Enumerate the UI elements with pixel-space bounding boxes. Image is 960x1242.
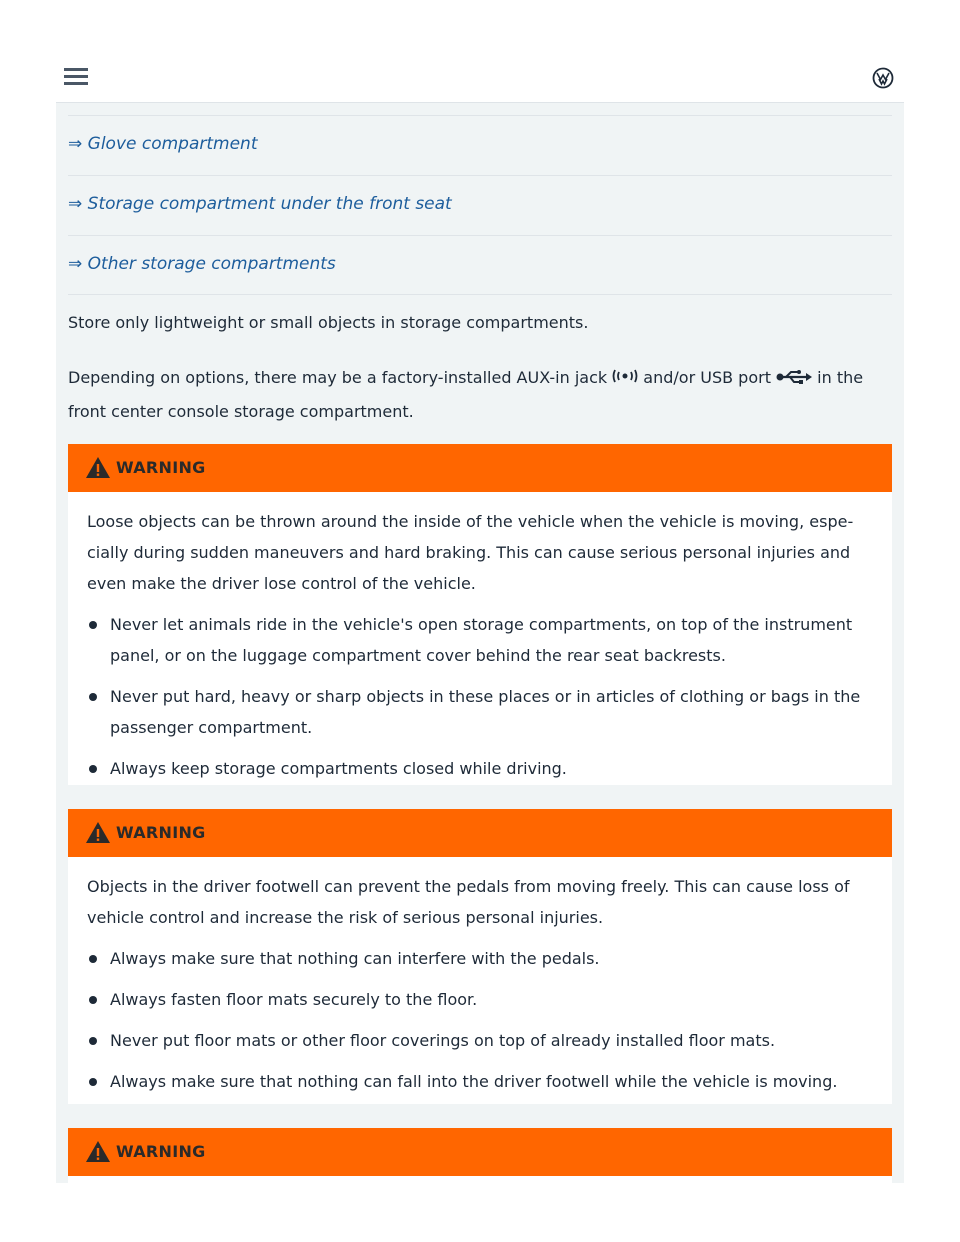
- intro-text: Depending on options, there may be a factory-installed AUX-in jack: [68, 368, 613, 387]
- link-storage-under-front-seat[interactable]: [68, 175, 892, 235]
- bullet-icon: [89, 621, 97, 629]
- warning-bullet: [87, 943, 873, 974]
- bullet-text-line: Never put floor mats or other floor coverings on top of already installed floor mats.: [110, 1031, 776, 1050]
- warning-title: WARNING: [116, 823, 206, 842]
- bullet-text-line: Always fasten floor mats securely to the floor.: [110, 990, 478, 1009]
- warning-bullet: [87, 609, 873, 671]
- bullet-icon: [89, 1078, 97, 1086]
- warning-header: [68, 1128, 892, 1176]
- warning-header: [68, 444, 892, 492]
- bullet-text-line: Always keep storage compartments closed while driving.: [110, 759, 567, 778]
- warning-title: WARNING: [116, 458, 206, 477]
- aux-in-jack-icon: [612, 364, 638, 396]
- warning-header: [68, 809, 892, 857]
- warning-triangle-icon: [85, 821, 111, 844]
- warning-triangle-icon: [85, 1140, 111, 1163]
- intro-text: in the: [812, 368, 864, 387]
- warning-text-line: Objects in the driver footwell can prevent the pedals from moving freely. This can cause loss of: [87, 877, 850, 896]
- intro-text: front center console storage compartment.: [68, 402, 414, 421]
- usb-port-icon: [776, 364, 812, 396]
- intro-paragraph-2: [68, 362, 863, 428]
- warning-box: [68, 809, 892, 1104]
- warning-text-line: vehicle control and increase the risk of serious personal injuries.: [87, 908, 604, 927]
- warning-box: [68, 444, 892, 785]
- warning-box: [68, 1128, 892, 1183]
- warning-bullet: [87, 753, 873, 784]
- warning-body: [68, 857, 892, 1097]
- bullet-icon: [89, 693, 97, 701]
- link-label[interactable]: ⇒ Glove compartment: [68, 134, 258, 154]
- vw-logo-icon[interactable]: [872, 67, 894, 89]
- intro-paragraph-1: Store only lightweight or small objects in storage compartments.: [68, 313, 589, 332]
- link-label[interactable]: ⇒ Other storage compartments: [68, 254, 336, 274]
- top-header: [56, 50, 904, 103]
- warning-body: [68, 492, 892, 784]
- warning-text-line: Loose objects can be thrown around the inside of the vehicle when the vehicle is moving, espe-: [87, 512, 854, 531]
- intro-text: and/or USB port: [638, 368, 777, 387]
- content-area: [56, 103, 904, 1183]
- bullet-icon: [89, 1037, 97, 1045]
- bullet-text-line: passenger compartment.: [110, 718, 313, 737]
- warning-text-line: cially during sudden maneuvers and hard braking. This can cause serious personal injuries and: [87, 543, 851, 562]
- bullet-text-line: panel, or on the luggage compartment cover behind the rear seat backrests.: [110, 646, 726, 665]
- warning-bullet: [87, 984, 873, 1015]
- hamburger-menu-icon[interactable]: [64, 66, 90, 88]
- warning-bullet: [87, 1066, 873, 1097]
- warning-bullet: [87, 1025, 873, 1056]
- bullet-text-line: Never put hard, heavy or sharp objects in these places or in articles of clothing or bags in the: [110, 687, 861, 706]
- divider: [68, 294, 892, 295]
- link-glove-compartment[interactable]: [68, 115, 892, 175]
- link-label[interactable]: ⇒ Storage compartment under the front seat: [68, 194, 452, 214]
- bullet-text-line: Always make sure that nothing can fall into the driver footwell while the vehicle is moving.: [110, 1072, 838, 1091]
- warning-bullet: [87, 681, 873, 743]
- bullet-icon: [89, 996, 97, 1004]
- bullet-icon: [89, 955, 97, 963]
- bullet-icon: [89, 765, 97, 773]
- bullet-text-line: Always make sure that nothing can interfere with the pedals.: [110, 949, 600, 968]
- warning-text-line: even make the driver lose control of the vehicle.: [87, 574, 476, 593]
- bullet-text-line: Never let animals ride in the vehicle's open storage compartments, on top of the instrument: [110, 615, 853, 634]
- warning-title: WARNING: [116, 1142, 206, 1161]
- link-other-storage-compartments[interactable]: [68, 235, 892, 295]
- warning-triangle-icon: [85, 456, 111, 479]
